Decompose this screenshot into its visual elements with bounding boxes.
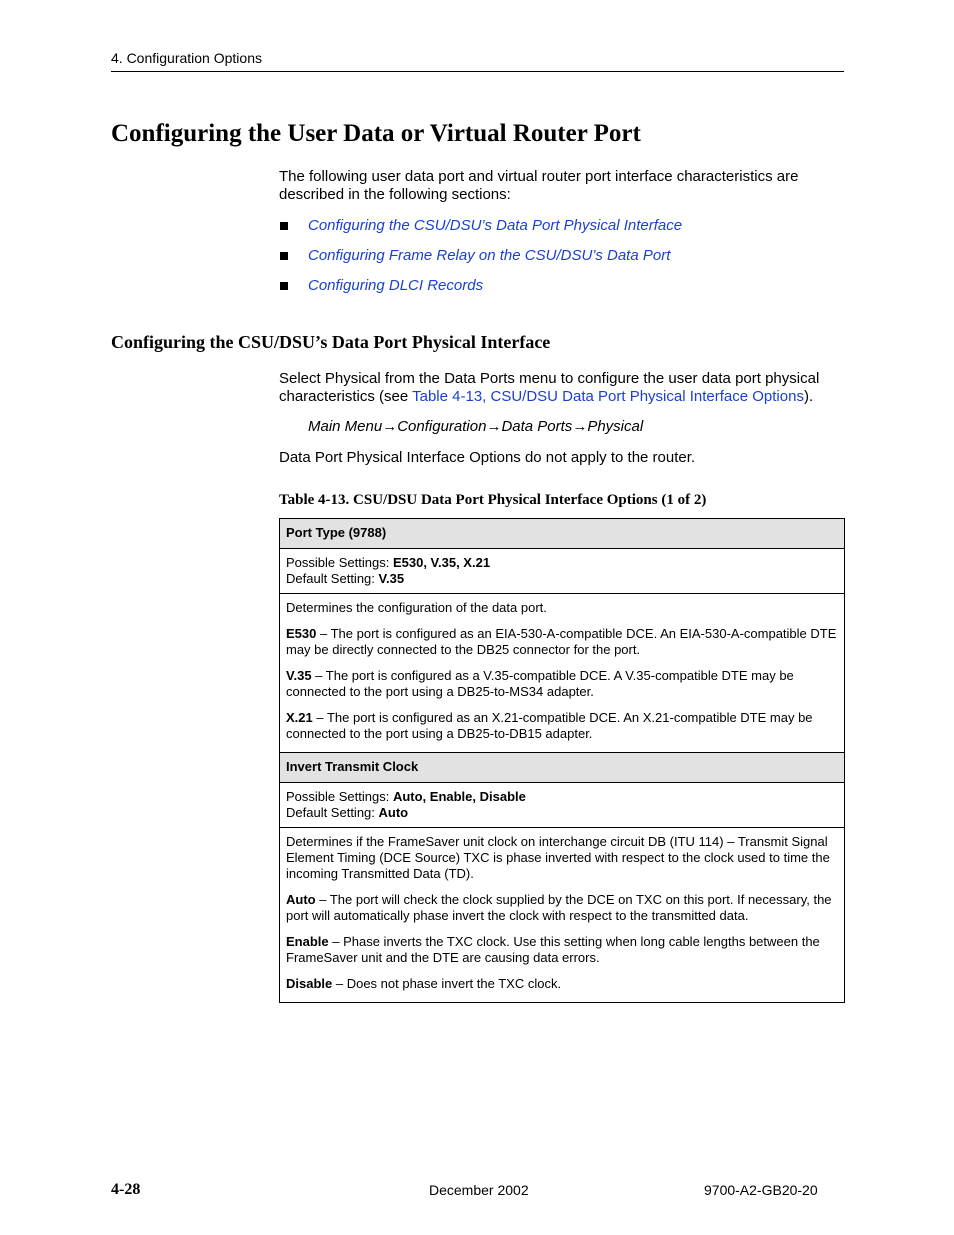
footer-date: December 2002 — [429, 1182, 529, 1198]
paragraph-text: ). — [803, 388, 814, 405]
router-note: Data Port Physical Interface Options do not apply to the router. — [279, 449, 696, 466]
link-physical-interface[interactable]: Configuring the CSU/DSU’s Data Port Physical Interface — [308, 217, 683, 234]
bullet-square-icon — [280, 222, 288, 230]
arrow-right-icon: → — [486, 418, 502, 435]
option-disable — [286, 976, 838, 996]
option-auto — [286, 892, 838, 924]
intro-paragraph: The following user data port and virtual router port interface characteristics are described in the following sections: — [279, 168, 799, 203]
section-link-list — [279, 216, 682, 306]
option-e530 — [286, 626, 838, 658]
physical-intro-paragraph — [279, 370, 844, 406]
table-row — [280, 594, 845, 753]
invert-clock-description — [280, 828, 845, 1003]
possible-settings-value: E530, V.35, X.21 — [392, 555, 491, 570]
option-term: E530 — [286, 626, 317, 641]
possible-settings-label: Possible Settings: — [286, 789, 393, 804]
option-v35 — [286, 668, 838, 700]
list-item — [279, 246, 682, 276]
running-head: 4. Configuration Options — [111, 50, 262, 66]
page-number: 4-28 — [111, 1181, 141, 1198]
link-dlci-records[interactable]: Configuring DLCI Records — [308, 277, 484, 294]
description-text: Determines the configuration of the data port. — [286, 600, 547, 615]
option-text: – Does not phase invert the TXC clock. — [332, 976, 562, 991]
option-text: – The port is configured as an EIA-530-A-compatible DCE. An EIA-530-A-compatible DTE may be directly connected to the DB25 connector for the port. — [286, 626, 837, 657]
menu-path-data-ports: Data Ports — [501, 418, 573, 435]
menu-path — [308, 418, 643, 435]
list-item — [279, 216, 682, 246]
menu-path-physical: Physical — [587, 418, 644, 435]
table-row — [280, 519, 845, 549]
arrow-right-icon: → — [572, 418, 588, 435]
port-type-description — [280, 594, 845, 753]
port-type-settings — [280, 549, 845, 594]
default-setting-value: V.35 — [378, 571, 405, 586]
possible-settings-value: Auto, Enable, Disable — [392, 789, 526, 804]
option-text: – The port will check the clock supplied by the DCE on TXC on this port. If necessary, the port will automatically phase invert the clock with respect to the transmitted data. — [286, 892, 832, 923]
default-setting-value: Auto — [378, 805, 409, 820]
possible-settings-label: Possible Settings: — [286, 555, 393, 570]
table-row — [280, 828, 845, 1003]
option-text: – The port is configured as an X.21-compatible DCE. An X.21-compatible DTE may be connected to the port using a DB25-to-DB15 adapter. — [286, 710, 813, 741]
option-term: Auto — [286, 892, 316, 907]
options-table — [279, 518, 845, 1003]
option-text: – The port is configured as a V.35-compatible DCE. A V.35-compatible DTE may be connected to the port using a DB25-to-MS34 adapter. — [286, 668, 794, 699]
table-row — [280, 549, 845, 594]
paragraph-text: Select Physical from the Data Ports menu to configure the user data port physical characteristics (see — [279, 370, 820, 405]
default-setting-label: Default Setting: — [286, 805, 379, 820]
invert-clock-settings — [280, 783, 845, 828]
arrow-right-icon: → — [382, 418, 398, 435]
option-x21 — [286, 710, 838, 746]
description-text: Determines if the FrameSaver unit clock on interchange circuit DB (ITU 114) – Transmit Signal Element Timing (DCE Source) TXC is phase inverted with respect to the clock used to time the incoming Transmitted Data (TD). — [286, 834, 830, 881]
menu-path-configuration: Configuration — [397, 418, 487, 435]
document-number: 9700-A2-GB20-20 — [704, 1182, 818, 1198]
table-row — [280, 753, 845, 783]
section-heading: Configuring the CSU/DSU’s Data Port Physical Interface — [111, 332, 551, 352]
invert-clock-header: Invert Transmit Clock — [280, 753, 845, 783]
table-row — [280, 783, 845, 828]
option-term: X.21 — [286, 710, 313, 725]
option-term: Disable — [286, 976, 333, 991]
option-enable — [286, 934, 838, 966]
bullet-square-icon — [280, 282, 288, 290]
option-term: V.35 — [286, 668, 312, 683]
option-term: Enable — [286, 934, 329, 949]
link-frame-relay[interactable]: Configuring Frame Relay on the CSU/DSU’s Data Port — [308, 247, 671, 264]
option-text: – Phase inverts the TXC clock. Use this setting when long cable lengths between the FrameSaver unit and the DTE are causing data errors. — [286, 934, 820, 965]
table-reference-link[interactable]: Table 4-13, CSU/DSU Data Port Physical Interface Options — [412, 388, 804, 405]
header-rule — [111, 71, 844, 72]
port-type-header: Port Type (9788) — [280, 519, 845, 549]
table-caption: Table 4-13. CSU/DSU Data Port Physical Interface Options (1 of 2) — [279, 492, 707, 508]
default-setting-label: Default Setting: — [286, 571, 379, 586]
menu-path-main: Main Menu — [308, 418, 383, 435]
bullet-square-icon — [280, 252, 288, 260]
page-title: Configuring the User Data or Virtual Router Port — [111, 120, 641, 147]
list-item — [279, 276, 682, 306]
